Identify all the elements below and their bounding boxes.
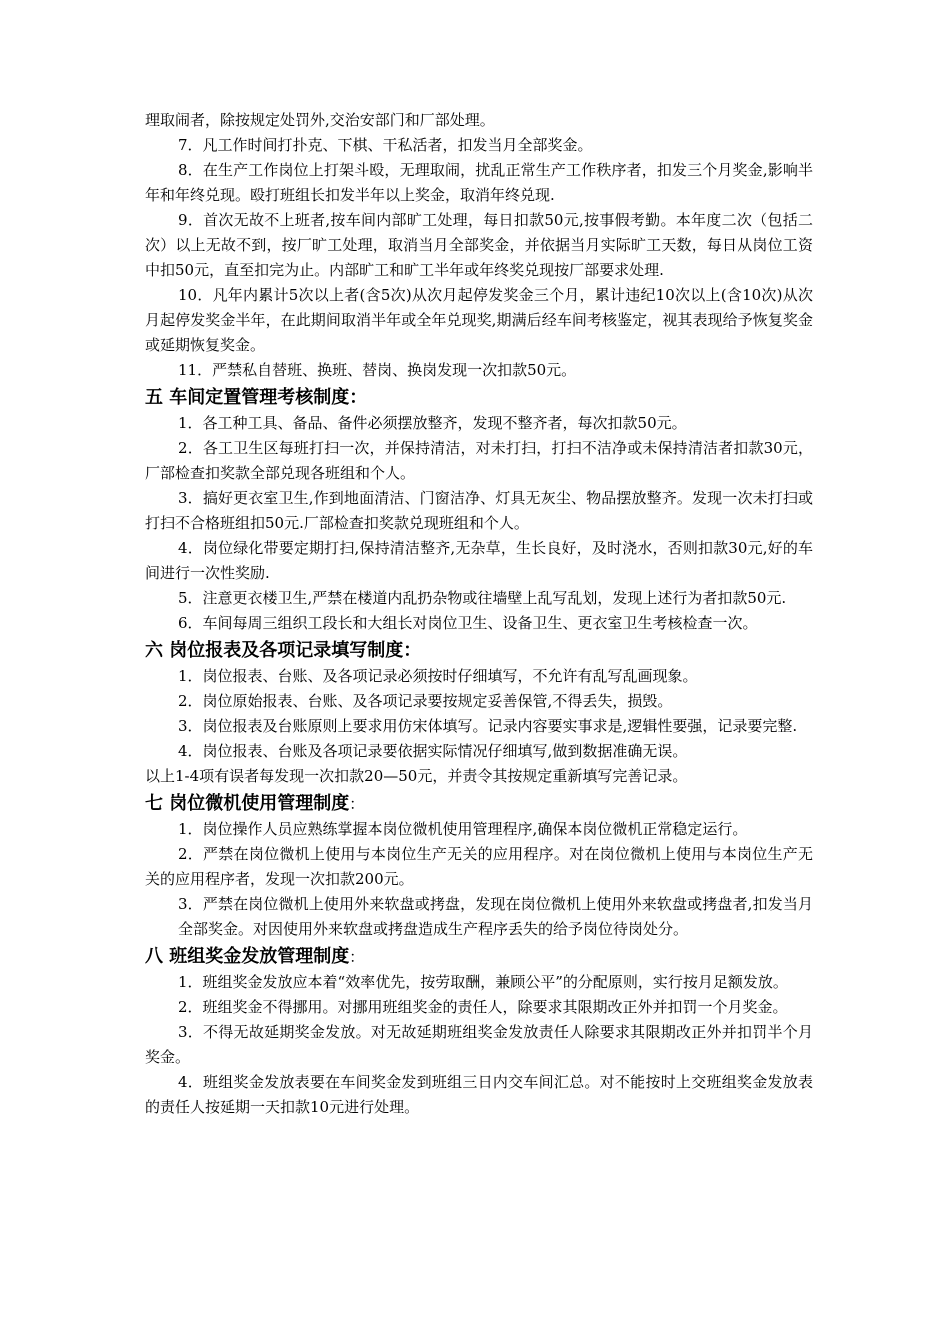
- section5-item-4: 4．岗位绿化带要定期打扫,保持清洁整齐,无杂草，生长良好，及时浇水，否则扣款30元,好的车间进行一次性奖励.: [145, 539, 813, 582]
- paragraph-continued: 理取闹者，除按规定处罚外,交治安部门和厂部处理。: [145, 111, 495, 129]
- section5-item-6: 6．车间每周三组织工段长和大组长对岗位卫生、设备卫生、更衣室卫生考核检查一次。: [178, 614, 758, 632]
- section-heading-8: [145, 944, 813, 970]
- section5-item-2: 2．各工卫生区每班打扫一次，并保持清洁，对未打扫，打扫不洁净或未保持清洁者扣款30元，厂部检查扣奖款全部兑现各班组和个人。: [145, 439, 813, 482]
- section8-item-3: 3．不得无故延期奖金发放。对无故延期班组奖金发放责任人除要求其限期改正外并扣罚半个月奖金。: [145, 1023, 813, 1066]
- rule-item-11: 11．严禁私自替班、换班、替岗、换岗发现一次扣款50元。: [178, 361, 577, 379]
- section-heading-6: 六 岗位报表及各项记录填写制度：: [145, 640, 422, 661]
- section-heading-5: 五 车间定置管理考核制度：: [145, 387, 368, 408]
- section8-item-4: 4．班组奖金发放表要在车间奖金发到班组三日内交车间汇总。对不能按时上交班组奖金发放表的责任人按延期一天扣款10元进行处理。: [145, 1073, 813, 1116]
- document-page: [145, 108, 813, 1120]
- section8-heading-text: 八 班组奖金发放管理制度: [145, 946, 350, 967]
- section6-item-1: 1．岗位报表、台账、及各项记录必须按时仔细填写，不允许有乱写乱画现象。: [178, 667, 698, 685]
- section6-item-3: 3．岗位报表及台账原则上要求用仿宋体填写。记录内容要实事求是,逻辑性要强，记录要完整.: [178, 717, 798, 735]
- section6-note: 以上1-4项有误者每发现一次扣款20—50元，并责令其按规定重新填写完善记录。: [145, 767, 688, 785]
- section6-item-2: 2．岗位原始报表、台账、及各项记录要按规定妥善保管,不得丢失，损毁。: [178, 692, 673, 710]
- section7-heading-text: 七 岗位微机使用管理制度: [145, 793, 350, 814]
- section8-item-1: 1．班组奖金发放应本着“效率优先，按劳取酬，兼顾公平”的分配原则，实行按月足额发放。: [178, 973, 788, 991]
- section5-item-1: 1．各工种工具、备品、备件必须摆放整齐，发现不整齐者，每次扣款50元。: [178, 414, 687, 432]
- section7-item-3: 3．严禁在岗位微机上使用外来软盘或拷盘，发现在岗位微机上使用外来软盘或拷盘者,扣发当月全部奖金。对因使用外来软盘或拷盘造成生产程序丢失的给予岗位待岗处分。: [178, 895, 813, 938]
- section7-heading-colon: ：: [349, 795, 365, 813]
- section8-item-2: 2．班组奖金不得挪用。对挪用班组奖金的责任人，除要求其限期改正外并扣罚一个月奖金。: [178, 998, 788, 1016]
- section-heading-7: [145, 791, 813, 817]
- section5-item-3: 3．搞好更衣室卫生,作到地面清洁、门窗洁净、灯具无灰尘、物品摆放整齐。发现一次未打扫或打扫不合格班组扣50元.厂部检查扣奖款兑现班组和个人。: [145, 489, 813, 532]
- rule-item-8: 8．在生产工作岗位上打架斗殴，无理取闹，扰乱正常生产工作秩序者，扣发三个月奖金,影响半年和年终兑现。殴打班组长扣发半年以上奖金，取消年终兑现.: [145, 161, 813, 204]
- section7-item-2: 2．严禁在岗位微机上使用与本岗位生产无关的应用程序。对在岗位微机上使用与本岗位生产无关的应用程序者，发现一次扣款200元。: [145, 845, 813, 888]
- section5-item-5: 5．注意更衣楼卫生,严禁在楼道内乱扔杂物或往墙壁上乱写乱划，发现上述行为者扣款50元.: [178, 589, 787, 607]
- rule-item-10: 10．凡年内累计5次以上者(含5次)从次月起停发奖金三个月，累计违纪10次以上(含10次)从次月起停发奖金半年，在此期间取消半年或全年兑现奖,期满后经车间考核鉴定，视其表现给予恢复奖金或延期恢复奖金。: [145, 286, 813, 354]
- section6-item-4: 4．岗位报表、台账及各项记录要依据实际情况仔细填写,做到数据准确无误。: [178, 742, 688, 760]
- rule-item-9: 9．首次无故不上班者,按车间内部旷工处理，每日扣款50元,按事假考勤。本年度二次（包括二次）以上无故不到，按厂旷工处理，取消当月全部奖金，并依据当月实际旷工天数，每日从岗位工资中扣50元，直至扣完为止。内部旷工和旷工半年或年终奖兑现按厂部要求处理.: [145, 211, 813, 279]
- rule-item-7: 7．凡工作时间打扑克、下棋、干私活者，扣发当月全部奖金。: [178, 136, 593, 154]
- section8-heading-colon: ：: [349, 948, 365, 966]
- section7-item-1: 1．岗位操作人员应熟练掌握本岗位微机使用管理程序,确保本岗位微机正常稳定运行。: [178, 820, 748, 838]
